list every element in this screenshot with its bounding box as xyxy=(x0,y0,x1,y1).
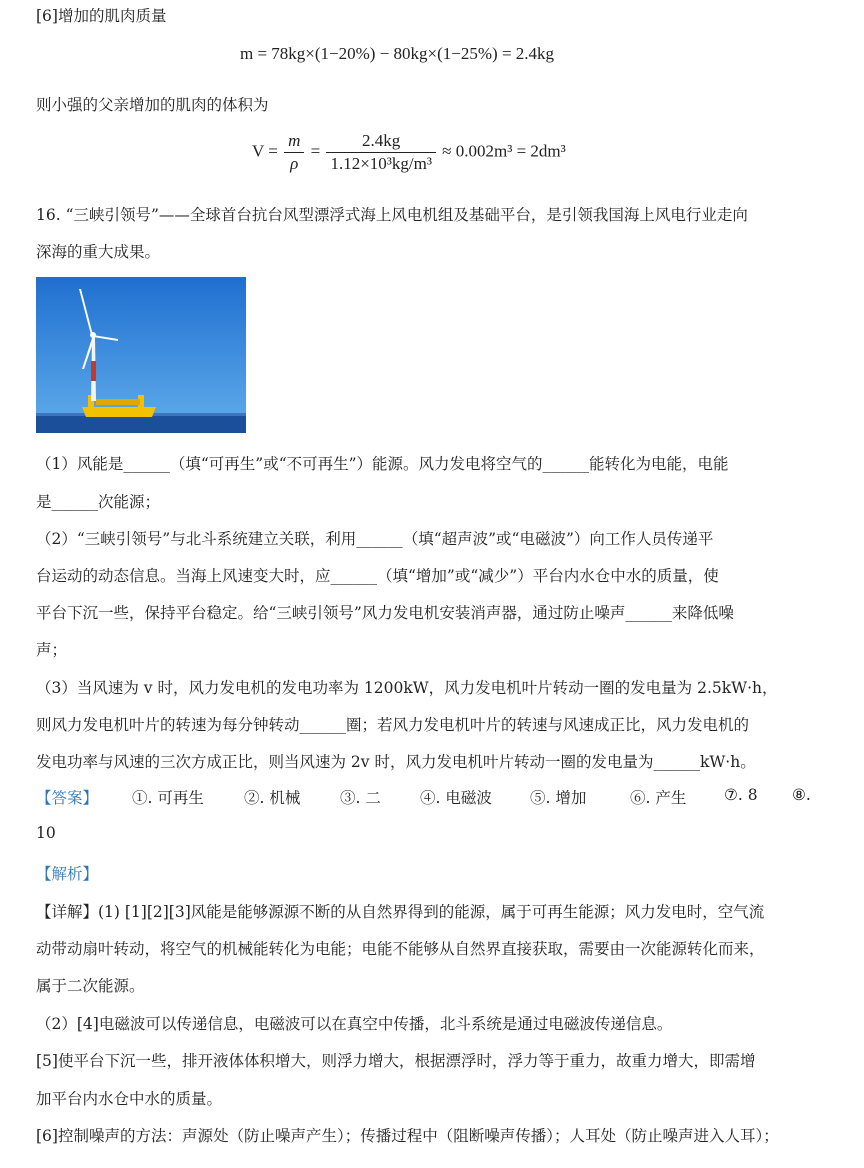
q16-sub1-line1: （1）风能是______（填“可再生”或“不可再生”）能源。风力发电将空气的______能转化为电能，电能 xyxy=(36,455,729,473)
analysis-tag: 【解析】 xyxy=(36,865,99,883)
answer-item-7: ⑦. 8 xyxy=(724,786,758,804)
line-q15-part6-label: [6]增加的肌肉质量 xyxy=(36,7,167,25)
answer-tail: 10 xyxy=(36,824,56,842)
answer-item-2: ②. 机械 xyxy=(244,789,301,807)
formula-volume-lhs: V = xyxy=(252,141,278,161)
answer-item-4: ④. 电磁波 xyxy=(420,789,492,807)
formula-volume-rhs: ≈ 0.002m³ = 2dm³ xyxy=(442,141,566,161)
answer-item-5: ⑤. 增加 xyxy=(530,789,587,807)
answer-tag: 【答案】 xyxy=(36,789,99,807)
line-volume-intro: 则小强的父亲增加的肌肉的体积为 xyxy=(36,96,269,114)
analysis-line4: （2）[4]电磁波可以传递信息，电磁波可以在真空中传播，北斗系统是通过电磁波传递信息。 xyxy=(36,1015,673,1033)
formula-volume: V = $\frac{m}{\rho}$ = $\frac{2.4kg}{\text{1.12×10³kg/m³}}$ ≈ 0.002m³ = 2dm³ xyxy=(252,131,566,173)
answer-item-8: ⑧. xyxy=(792,786,811,804)
fraction-m-over-rho xyxy=(284,130,304,175)
fraction-numerator: 2.4kg xyxy=(326,130,435,153)
analysis-line2: 动带动扇叶转动，将空气的机械能转化为电能；电能不能够从自然界直接获取，需要由一次能源转化而来， xyxy=(36,940,765,958)
analysis-line1: 【详解】(1) [1][2][3]风能是能够源源不断的从自然界得到的能源，属于可再生能源；风力发电时，空气流 xyxy=(36,903,765,921)
q16-sub2-line2: 台运动的动态信息。当海上风速变大时，应______（填“增加”或“减少”）平台内水仓中水的质量，使 xyxy=(36,567,719,585)
q16-stem-line2: 深海的重大成果。 xyxy=(36,243,161,261)
analysis-line5: [5]使平台下沉一些，排开液体体积增大，则浮力增大，根据漂浮时，浮力等于重力，故重力增大，即需增 xyxy=(36,1052,756,1070)
analysis-line3: 属于二次能源。 xyxy=(36,977,145,995)
fraction-rho: ρ xyxy=(290,154,299,173)
fraction-values xyxy=(326,130,435,175)
q16-sub3-line2: 则风力发电机叶片的转速为每分钟转动______圈；若风力发电机叶片的转速与风速成正比，风力发电机的 xyxy=(36,716,750,734)
fraction-m: m xyxy=(288,131,301,150)
q16-sub3-line1: （3）当风速为 v 时，风力发电机的发电功率为 1200kW，风力发电机叶片转动一圈的发电量为 2.5kW·h， xyxy=(36,679,778,697)
q16-sub1-line2: 是______次能源； xyxy=(36,493,161,511)
analysis-line6: 加平台内水仓中水的质量。 xyxy=(36,1090,223,1108)
q16-sub3-line3: 发电功率与风速的三次方成正比，则当风速为 2v 时，风力发电机叶片转动一圈的发电量为______kW·h。 xyxy=(36,753,756,771)
wind-turbine-photo xyxy=(36,277,246,433)
answer-item-3: ③. 二 xyxy=(340,789,381,807)
q16-sub2-line4: 声； xyxy=(36,641,68,659)
q16-stem-line1: 16. “三峡引领号”——全球首台抗台风型漂浮式海上风电机组及基础平台，是引领我国海上风电行业走向 xyxy=(36,206,748,224)
answer-item-1: ①. 可再生 xyxy=(132,789,204,807)
fraction-denominator: 1.12×10³kg/m³ xyxy=(330,154,432,173)
q16-sub2-line3: 平台下沉一些，保持平台稳定。给“三峡引领号”风力发电机安装消声器，通过防止噪声______来降低噪 xyxy=(36,604,734,622)
analysis-line7: [6]控制噪声的方法：声源处（防止噪声产生）；传播过程中（阻断噪声传播）；人耳处（防止噪声进入人耳）； xyxy=(36,1127,779,1145)
formula-mass: m = 78kg×(1−20%) − 80kg×(1−25%) = 2.4kg xyxy=(240,44,555,63)
q16-sub2-line1: （2）“三峡引领号”与北斗系统建立关联，利用______（填“超声波”或“电磁波”）向工作人员传递平 xyxy=(36,530,714,548)
answer-item-6: ⑥. 产生 xyxy=(630,789,687,807)
